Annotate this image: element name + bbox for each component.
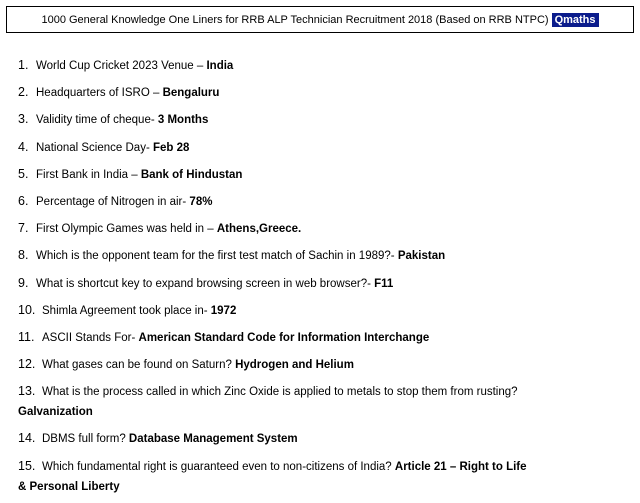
list-item: [18, 164, 630, 185]
list-item: [18, 428, 630, 449]
item-question: World Cup Cricket 2023 Venue –: [36, 60, 207, 72]
item-question: DBMS full form?: [42, 433, 129, 446]
item-answer: 3 Months: [157, 114, 209, 127]
item-number: 7.: [18, 221, 29, 236]
item-question: National Science Day-: [36, 141, 153, 154]
item-question: What gases can be found on Saturn?: [42, 359, 236, 372]
list-item: [18, 273, 630, 294]
item-question: Validity time of cheque-: [36, 114, 158, 127]
list-item: [18, 109, 630, 130]
item-number: 6.: [18, 193, 29, 208]
brand-badge: Qmaths: [552, 13, 599, 27]
item-answer: American Standard Code for Information Interchange: [138, 331, 430, 344]
page-header: [6, 6, 634, 33]
item-number: 4.: [18, 139, 29, 154]
item-answer: Bank of Hindustan: [140, 168, 243, 181]
list-item: [18, 218, 630, 239]
item-question: Which is the opponent team for the first test match of Sachin in 1989?-: [36, 250, 398, 263]
item-answer-continued: & Personal Liberty: [18, 480, 120, 493]
item-number: 1.: [18, 58, 29, 72]
list-item: [18, 137, 630, 158]
list-item: [18, 381, 630, 422]
page-title: 1000 General Knowledge One Liners for RRB ALP Technician Recruitment 2018 (Based on RRB NTPC): [41, 13, 549, 26]
item-number: 5.: [18, 166, 29, 181]
item-number: 9.: [18, 275, 29, 290]
item-answer: F11: [374, 277, 394, 290]
item-number: 14.: [18, 431, 36, 446]
list-item: [18, 354, 630, 375]
item-question: ASCII Stands For-: [42, 331, 139, 344]
list-item: [18, 191, 630, 212]
item-answer: Feb 28: [152, 141, 190, 154]
item-question: First Bank in India –: [36, 168, 141, 181]
item-answer: Pakistan: [397, 250, 446, 263]
list-item: [18, 82, 630, 103]
item-number: 8.: [18, 248, 29, 263]
item-question: What is shortcut key to expand browsing screen in web browser?-: [36, 277, 375, 290]
item-number: 11.: [18, 329, 35, 344]
item-question: What is the process called in which Zinc Oxide is applied to metals to stop them from rusting?: [42, 386, 518, 399]
item-question: First Olympic Games was held in –: [36, 223, 217, 236]
question-list: [18, 55, 630, 503]
item-number: 3.: [18, 112, 29, 127]
list-item: [18, 245, 630, 266]
item-answer: 1972: [210, 304, 237, 317]
item-number: 10.: [18, 302, 36, 317]
item-answer: Galvanization: [18, 406, 93, 419]
item-answer: 78%: [189, 195, 213, 208]
item-question: Which fundamental right is guaranteed even to non-citizens of India?: [42, 460, 395, 473]
item-answer: Article 21 – Right to Life: [394, 460, 527, 473]
item-question: Shimla Agreement took place in-: [42, 304, 211, 317]
item-answer: Database Management System: [128, 433, 298, 446]
item-question: Headquarters of ISRO –: [36, 87, 163, 100]
list-item: [18, 327, 630, 348]
item-number: 13.: [18, 384, 36, 399]
item-answer: Bengaluru: [162, 87, 220, 100]
item-number: 12.: [18, 357, 36, 372]
item-answer: Athens,Greece.: [216, 223, 302, 236]
list-item: [18, 300, 630, 321]
list-item: [18, 456, 630, 497]
item-answer: India: [206, 60, 234, 72]
item-answer: Hydrogen and Helium: [235, 359, 354, 372]
list-item: [18, 55, 630, 76]
item-question: Percentage of Nitrogen in air-: [36, 195, 190, 208]
item-number: 2.: [18, 85, 29, 100]
item-number: 15.: [18, 458, 36, 473]
